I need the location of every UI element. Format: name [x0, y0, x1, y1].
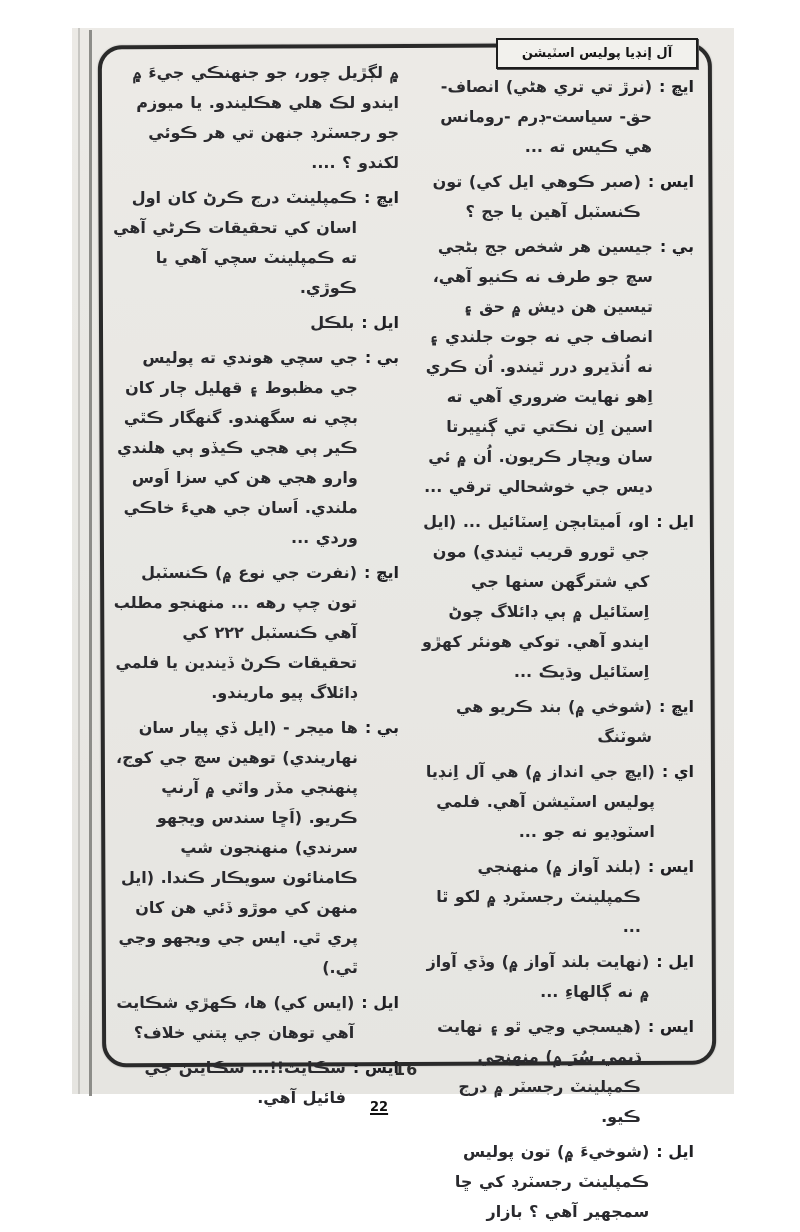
dialogue-text: (نرڙ تي تري هڻي) انصاف-حق- سياست-ڊرم -رومانس هي ڪيس ته ... — [440, 77, 652, 156]
speaker-label: ايڇ : — [364, 563, 399, 582]
header-box — [496, 38, 698, 69]
dialogue-entry — [416, 947, 694, 1007]
dialogue-text: ۾ لڳڙيل چور، جو جنهنڪي جيءَ ۾ ايندو لڪ هلي هڪليندو. يا ميوزم جو رجسٽرڊ جنهن تي هر ڪوئي لکندو ؟ .... — [132, 63, 399, 172]
dialogue-entry — [109, 58, 399, 178]
speaker-label: ايس : — [352, 1058, 399, 1077]
book-spine-line — [89, 30, 92, 1096]
speaker-label: بي : — [364, 718, 399, 737]
dialogue-entry — [416, 232, 694, 502]
speaker-label: ايڇ : — [659, 697, 694, 716]
dialogue-column-right — [416, 72, 694, 1232]
dialogue-text: (ايس کي) ها، ڪهڙي شڪايت آهي توهان جي پتني خلاف؟ — [116, 993, 355, 1042]
dialogue-entry — [109, 713, 399, 983]
speaker-label: اي : — [661, 762, 694, 781]
dialogue-entry — [416, 1012, 694, 1132]
dialogue-text: (شوخيءَ ۾) تون پوليس ڪمپلينٽ رجسٽرڊ کي ڇا سمجهير آهي ؟ بازار — [454, 1142, 650, 1221]
speaker-label: ايل : — [656, 512, 694, 531]
dialogue-text: (هيسجي وڃي ٿو ۽ نهايت ڌيمي سُرَ ۾) منهنجي ڪمپلينٽ رجسٽر ۾ درج ڪيو. — [437, 1017, 641, 1126]
dialogue-entry — [416, 852, 694, 942]
dialogue-entry — [416, 1137, 694, 1227]
dialogue-entry — [109, 988, 399, 1048]
dialogue-text: ها ميجر - (ايل ڏي پيار سان نهاريندي) توهين سچ جي کوج، پنهنجي مڏر واٽي ۾ آرنڀ ڪريو. (اَڇا سندس ويجهو سرندي) منهنجون شڀ ڪامنائون سويڪار ڪندا. (ايل منهن کي موڙو ڏئي هن کان پري ٿي. ايس جي ويجهو وڃي ٿي.) — [116, 718, 358, 977]
speaker-label: ايل : — [361, 993, 399, 1012]
play-title: آل إنڊيا پوليس اسٽيشن — [521, 46, 673, 61]
dialogue-entry — [109, 308, 399, 338]
dialogue-text: (نهايت بلند آواز ۾) وڏي آواز ۾ نه ڳالهاءِ ... — [426, 952, 650, 1001]
book-spine-line — [78, 28, 80, 1094]
dialogue-text: ڪمپلينٽ درج ڪرڻ کان اول اسان کي تحقيقات ڪرڻي آهي ته ڪمپلينٽ سچي آهي يا ڪوڙي. — [113, 188, 357, 297]
dialogue-text: جيسين هر شخص جج بڻجي سچ جو طرف نه ڪنيو آهي، تيسين هن ديش ۾ حق ۽ انصاف جي نه جوت جلندي ۽ نه اُنڌيرو درر ٿيندو. اُن ڪري اِهو نهايت ضروري آهي ته اسين اِن نڪتي تي ڳنڀيرتا سان ويچار ڪريون. اُن ۾ ئي ديس جي خوشحالي ترقي ... — [424, 237, 653, 496]
speaker-label: ايل : — [656, 952, 694, 971]
speaker-label: ايس : — [647, 1017, 694, 1036]
dialogue-entry — [416, 692, 694, 752]
dialogue-entry — [109, 343, 399, 553]
dialogue-entry — [416, 757, 694, 847]
dialogue-text: (شوخي ۾) بند ڪريو هي شوٽنگ — [456, 697, 652, 746]
dialogue-text: (ايڇ جي انداز ۾) هي آل اِنڊيا پوليس اسٽيشن آهي. فلمي اسٽوڊيو نه جو ... — [425, 762, 655, 841]
dialogue-text: (نفرت جي نوع ۾) ڪنسٽبل تون چپ رهه ... منهنجو مطلب آهي ڪنسٽبل ٢٢٢ کي تحقيقات ڪرڻ ڏيندين يا فلمي ڊائلاگ پيو ماريندو. — [113, 563, 357, 702]
speaker-label: ايڇ : — [659, 77, 694, 96]
dialogue-column-left — [109, 58, 399, 1118]
book-page-number: 22 — [370, 1100, 389, 1115]
dialogue-text: (صبر ڪوهي ايل کي) تون ڪنسٽبل آهين يا جج ؟ — [432, 172, 641, 221]
speaker-label: ايس : — [647, 172, 694, 191]
dialogue-text: بلڪل — [310, 313, 355, 332]
dialogue-text: (بلند آواز ۾) منهنجي ڪمپلينٽ رجسٽرڊ ۾ لکو ٿا ... — [436, 857, 641, 936]
dialogue-entry — [416, 72, 694, 162]
speaker-label: بي : — [364, 348, 399, 367]
speaker-label: ايل : — [361, 313, 399, 332]
dialogue-text: جي سچي هوندي ته پوليس جي مظبوط ۽ قهليل ڄار کان بچي نه سگهندو. گنهگار ڪٿي ڪير ٻي هجي ڪيڏو ٻي هلندي وارو هجي هن کي سزا اَوس ملندي. اَسان جي هيءَ خاڪي وردي ... — [117, 348, 358, 547]
speaker-label: ايل : — [656, 1142, 694, 1161]
dialogue-text: شڪايت!!... شڪايتن جي فائيل آهي. — [144, 1058, 346, 1107]
dialogue-entry — [109, 558, 399, 708]
speaker-label: ايس : — [647, 857, 694, 876]
dialogue-text: او، اَميتابچن اِسٽائيل ... (ايل جي ٿورو قريب ٿيندي) مون کي شترگهن سنها جي اِسٽائيل ۾ ٻي ڊائلاگ چوڻ ايندو آهي. توکي هونئر کهڙو اِسٽائيل وڌيڪ ... — [422, 512, 650, 681]
dialogue-entry — [416, 507, 694, 687]
speaker-label: بي : — [659, 237, 694, 256]
dialogue-entry — [109, 1053, 399, 1113]
dialogue-entry — [416, 167, 694, 227]
scan-page-number: 16 — [394, 1060, 419, 1079]
dialogue-entry — [109, 183, 399, 303]
speaker-label: ايڇ : — [364, 188, 399, 207]
